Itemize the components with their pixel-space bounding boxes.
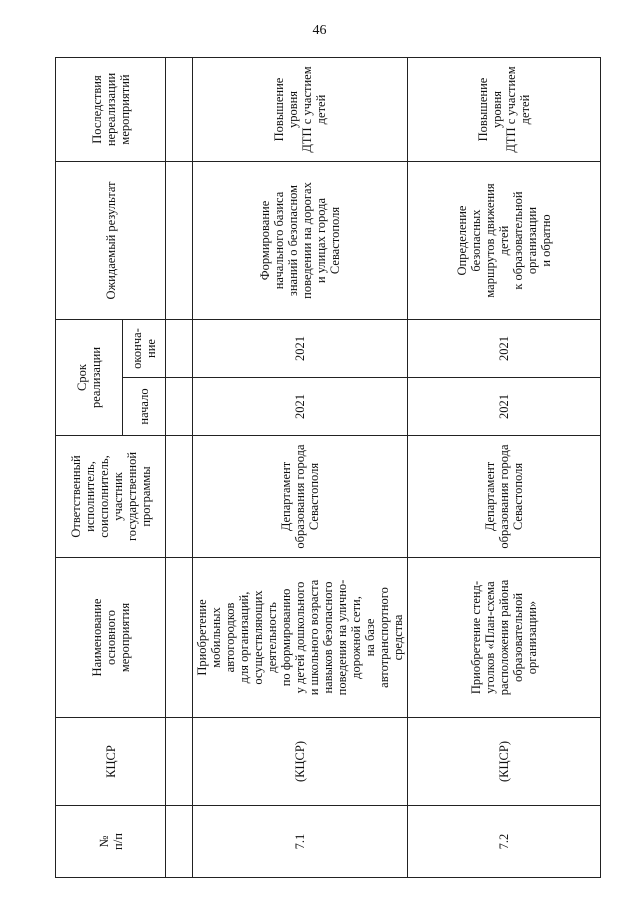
header-result: Ожидаемый результат [56,162,166,320]
row-name: Приобретение мобильных автогородков для организаций, осуществляющих деятельность по формированию у детей дошкольного и школьного возраста навыков безопасного поведения на улично- дорожной сети, на базе автотранспортного средства [193,558,408,718]
row-consequences: Повышение уровня ДТП с участием детей [408,58,601,162]
page-number: 46 [312,23,327,38]
header-num: № п/п [56,806,166,878]
table-row [408,58,601,878]
row-executor: Департамент образования города Севастополя [408,436,601,558]
header-consequences: Последствия нереализации мероприятий [56,58,166,162]
header-name: Наименование основного мероприятия [56,558,166,718]
row-num: 7.2 [408,806,601,878]
rotated-table-wrapper [55,58,555,878]
row-executor: Департамент образования города Севастополя [193,436,408,558]
row-result: Формирование начального базиса знаний о безопасном поведении на дорогах и улицах города Севастополя [193,162,408,320]
row-consequences: Повышение уровня ДТП с участием детей [193,58,408,162]
row-kcsr: (КЦСР) [408,718,601,806]
row-end: 2021 [193,320,408,378]
header-executor: Ответственный исполнитель, соисполнитель, участник государственной программы [56,436,166,558]
header-term: Срок реализации [56,320,123,436]
header-term-start: начало [123,378,166,436]
row-result: Определение безопасных маршрутов движения детей к образовательной организации и обратно [408,162,601,320]
header-term-end: оконча- ние [123,320,166,378]
row-name: Приобретение стенд- уголков «План-схема расположения района образовательной организации» [408,558,601,718]
row-start: 2021 [408,378,601,436]
table-spacer-row [166,58,193,878]
row-end: 2021 [408,320,601,378]
table-header-row [56,58,123,878]
row-start: 2021 [193,378,408,436]
row-kcsr: (КЦСР) [193,718,408,806]
activities-table [55,57,601,878]
table-row [193,58,408,878]
header-kcsr: КЦСР [56,718,166,806]
row-num: 7.1 [193,806,408,878]
